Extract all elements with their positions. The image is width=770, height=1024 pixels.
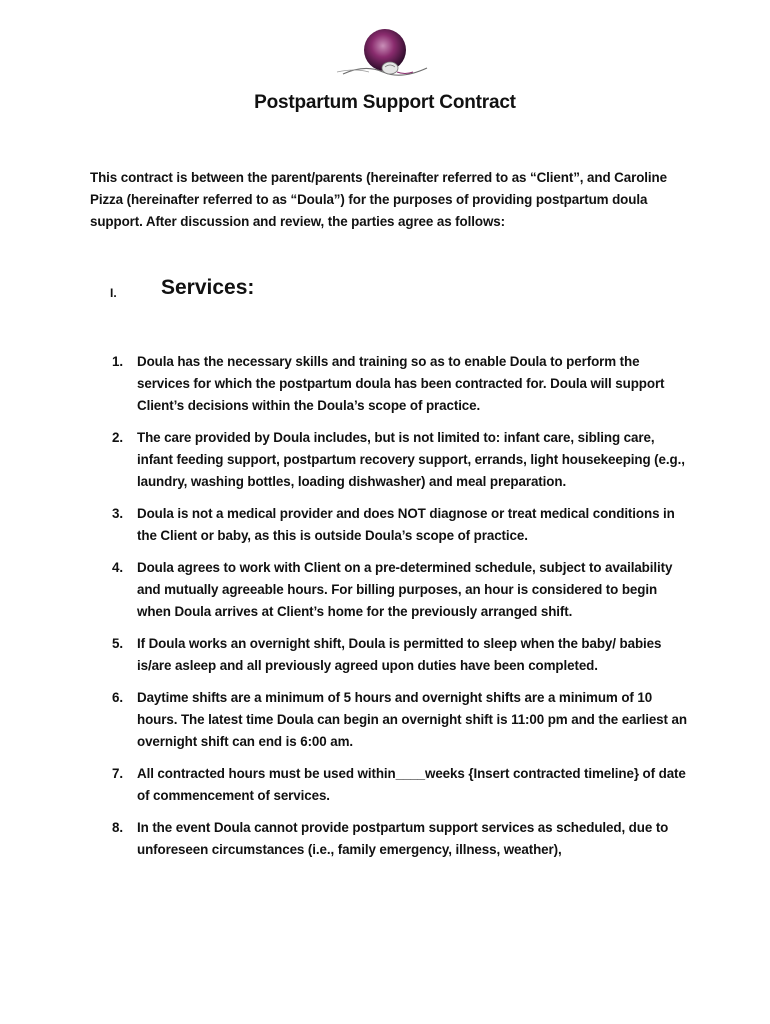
- list-item-text: All contracted hours must be used within____weeks {Insert contracted timeline} of date of commencement of services.: [137, 766, 686, 803]
- logo-moon-wave-icon: [335, 28, 435, 84]
- list-item-number: 4.: [112, 560, 123, 575]
- list-item: [112, 351, 687, 417]
- list-item-text: Doula is not a medical provider and does NOT diagnose or treat medical conditions in the Client or baby, as this is outside Doula’s scope of practice.: [137, 506, 675, 543]
- list-item-text: Doula has the necessary skills and training so as to enable Doula to perform the services for which the postpartum doula has been contracted for. Doula will support Client’s decisions within the Doula’s scope of practice.: [137, 354, 665, 413]
- list-item-number: 3.: [112, 506, 123, 521]
- list-item-text: Daytime shifts are a minimum of 5 hours and overnight shifts are a minimum of 10 hours. The latest time Doula can begin an overnight shift is 11:00 pm and the earliest an overnight shift can end is 6:00 am.: [137, 690, 687, 749]
- list-item-text: Doula agrees to work with Client on a pre-determined schedule, subject to availability and mutually agreeable hours. For billing purposes, an hour is considered to begin when Doula arrives at Client’s home for the previously arranged shift.: [137, 560, 673, 619]
- list-item-number: 2.: [112, 430, 123, 445]
- page-title: Postpartum Support Contract: [254, 92, 516, 113]
- list-item: [112, 503, 687, 547]
- list-item: [112, 633, 687, 677]
- list-item-number: 1.: [112, 354, 123, 369]
- list-item: [112, 817, 687, 861]
- list-item: [112, 687, 687, 753]
- list-item-number: 8.: [112, 820, 123, 835]
- section-number: I.: [110, 286, 117, 300]
- list-item-number: 6.: [112, 690, 123, 705]
- list-item: [112, 763, 687, 807]
- section-title: Services:: [161, 276, 255, 299]
- list-item-number: 7.: [112, 766, 123, 781]
- list-item: [112, 557, 687, 623]
- list-item-text: If Doula works an overnight shift, Doula is permitted to sleep when the baby/ babies is/are asleep and all previously agreed upon duties have been completed.: [137, 636, 662, 673]
- list-item: [112, 427, 687, 493]
- services-list: [112, 351, 687, 871]
- list-item-text: In the event Doula cannot provide postpartum support services as scheduled, due to unforeseen circumstances (i.e., family emergency, illness, weather),: [137, 820, 669, 857]
- list-item-text: The care provided by Doula includes, but is not limited to: infant care, sibling care, infant feeding support, postpartum recovery support, errands, light housekeeping (e.g., laundry, washing bottles, loading dishwasher) and meal preparation.: [137, 430, 685, 489]
- list-item-number: 5.: [112, 636, 123, 651]
- intro-paragraph: This contract is between the parent/parents (hereinafter referred to as “Client”, and Caroline Pizza (hereinafter referred to as “Doula”) for the purposes of providing postpartum doula support. After discussion and review, the parties agree as follows:: [90, 170, 667, 229]
- section-heading: [110, 276, 510, 308]
